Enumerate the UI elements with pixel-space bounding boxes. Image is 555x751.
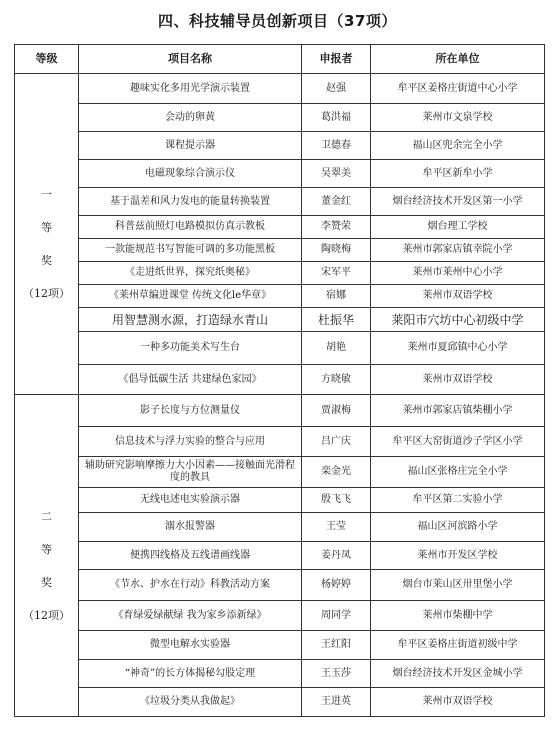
project-name-cell: 微型电解水实验器 (79, 631, 302, 660)
unit-cell: 烟台经济技术开发区第一小学 (371, 188, 545, 216)
header-project-name: 项目名称 (79, 45, 302, 74)
table-row (15, 332, 545, 365)
table-row (15, 262, 545, 285)
table-row (15, 239, 545, 262)
grade-char: 等 (41, 542, 52, 556)
unit-cell: 牟平区姜格庄街道中心小学 (371, 74, 545, 104)
grade-char: 一 (41, 188, 52, 201)
project-name-cell: 《节水、护水在行动》科教活动方案 (79, 570, 302, 601)
table-row (15, 160, 545, 188)
grade-count: （12项） (23, 287, 70, 300)
project-name-cell: 《莱州草编进课堂 传统文化le华章》 (79, 285, 302, 308)
unit-cell: 莱州市柴棚中学 (371, 601, 545, 631)
unit-cell: 莱阳市穴坊中心初级中学 (371, 308, 545, 332)
table-row (15, 570, 545, 601)
project-name-cell: 《走进纸世界，探究纸奥秘》 (79, 262, 302, 285)
project-name-cell: 影子长度与方位测量仪 (79, 395, 302, 427)
unit-cell: 莱州市双语学校 (371, 688, 545, 717)
grade-char: 奖 (41, 575, 52, 589)
project-name-cell: 会动的卵黄 (79, 104, 302, 132)
project-name-cell: 无线电述电实验演示器 (79, 488, 302, 513)
grade-cell (15, 74, 79, 395)
applicant-cell: 吕广庆 (302, 427, 371, 457)
table-row (15, 188, 545, 216)
applicant-cell: 宋军平 (302, 262, 371, 285)
table-row (15, 542, 545, 570)
grade-count: （12项） (23, 608, 70, 622)
applicant-cell: 胡艳 (302, 332, 371, 365)
project-name-cell: 溺水报警器 (79, 513, 302, 542)
applicant-cell: 杨婷婷 (302, 570, 371, 601)
unit-cell: 牟平区新牟小学 (371, 160, 545, 188)
project-name-cell: 用智慧测水源，打造绿水青山 (79, 308, 302, 332)
project-name-cell: “神奇”的长方体揭秘勾股定理 (79, 660, 302, 688)
table-header-row (15, 45, 545, 74)
unit-cell: 福山区兜余完全小学 (371, 132, 545, 160)
table-row (15, 688, 545, 717)
table-row (15, 457, 545, 488)
header-applicant: 申报者 (302, 45, 371, 74)
applicant-cell: 贾淑梅 (302, 395, 371, 427)
unit-cell: 莱州市夏邱镇中心小学 (371, 332, 545, 365)
applicant-cell: 董金红 (302, 188, 371, 216)
applicant-cell: 李赞荣 (302, 216, 371, 239)
project-name-cell: 一款能规范书写智能可调的多功能黑板 (79, 239, 302, 262)
grade-cell (15, 395, 79, 717)
award-table (14, 44, 545, 717)
project-name-cell: 《垃圾分类从我做起》 (79, 688, 302, 717)
table-row (15, 395, 545, 427)
unit-cell: 烟台市莱山区卅里堡小学 (371, 570, 545, 601)
unit-cell: 莱州市莱州中心小学 (371, 262, 545, 285)
project-name-cell: 科普兹前照灯电路模拟仿真示教板 (79, 216, 302, 239)
header-grade: 等级 (15, 45, 79, 74)
applicant-cell: 殷飞飞 (302, 488, 371, 513)
applicant-cell: 卫德春 (302, 132, 371, 160)
table-row (15, 631, 545, 660)
project-name-cell: 基于温差和风力发电的能量转换装置 (79, 188, 302, 216)
table-row (15, 285, 545, 308)
applicant-cell: 姜丹凤 (302, 542, 371, 570)
unit-cell: 莱州市郭家店镇柴棚小学 (371, 395, 545, 427)
applicant-cell: 栾金光 (302, 457, 371, 488)
project-name-cell: 电磁现象综合演示仪 (79, 160, 302, 188)
table-row (15, 427, 545, 457)
applicant-cell: 陶晓梅 (302, 239, 371, 262)
table-row (15, 488, 545, 513)
project-name-cell: 信息技术与浮力实验的整合与应用 (79, 427, 302, 457)
applicant-cell: 王玉莎 (302, 660, 371, 688)
grade-char: 奖 (41, 254, 52, 267)
table-row (15, 308, 545, 332)
unit-cell: 福山区河滨路小学 (371, 513, 545, 542)
table-row (15, 601, 545, 631)
table-row (15, 365, 545, 395)
table-row (15, 513, 545, 542)
applicant-cell: 周同学 (302, 601, 371, 631)
applicant-cell: 王红阳 (302, 631, 371, 660)
applicant-cell: 宿娜 (302, 285, 371, 308)
unit-cell: 莱州市文泉学校 (371, 104, 545, 132)
table-row (15, 660, 545, 688)
applicant-cell: 杜振华 (302, 308, 371, 332)
applicant-cell: 赵强 (302, 74, 371, 104)
applicant-cell: 王莹 (302, 513, 371, 542)
applicant-cell: 方晓敏 (302, 365, 371, 395)
table-row (15, 74, 545, 104)
page-title: 四、科技辅导员创新项目（37项） (158, 12, 397, 30)
project-name-cell: 一种多功能美术写生台 (79, 332, 302, 365)
applicant-cell: 王进英 (302, 688, 371, 717)
unit-cell: 莱州市双语学校 (371, 285, 545, 308)
table-row (15, 132, 545, 160)
project-name-cell: 《育绿爱绿献绿 我为家乡添新绿》 (79, 601, 302, 631)
applicant-cell: 吴翠美 (302, 160, 371, 188)
table-row (15, 216, 545, 239)
project-name-cell: 《倡导低碳生活 共建绿色家园》 (79, 365, 302, 395)
unit-cell: 莱州市开发区学校 (371, 542, 545, 570)
project-name-cell: 课程提示器 (79, 132, 302, 160)
unit-cell: 烟台经济技术开发区金城小学 (371, 660, 545, 688)
unit-cell: 烟台理工学校 (371, 216, 545, 239)
table-row (15, 104, 545, 132)
project-name-cell: 辅助研究影响摩擦力大小因素——接触面光滑程度的教具 (79, 457, 302, 488)
project-name-cell: 趣味实化多用光学演示装置 (79, 74, 302, 104)
applicant-cell: 葛洪福 (302, 104, 371, 132)
grade-char: 二 (41, 509, 52, 523)
unit-cell: 莱州市双语学校 (371, 365, 545, 395)
project-name-cell: 便携四线格及五线谱画线器 (79, 542, 302, 570)
unit-cell: 牟平区姜格庄街道初级中学 (371, 631, 545, 660)
header-unit: 所在单位 (371, 45, 545, 74)
grade-char: 等 (41, 221, 52, 234)
unit-cell: 福山区张格庄完全小学 (371, 457, 545, 488)
unit-cell: 莱州市郭家店镇幸院小学 (371, 239, 545, 262)
unit-cell: 牟平区第二实验小学 (371, 488, 545, 513)
unit-cell: 牟平区大窑街道沙子学区小学 (371, 427, 545, 457)
